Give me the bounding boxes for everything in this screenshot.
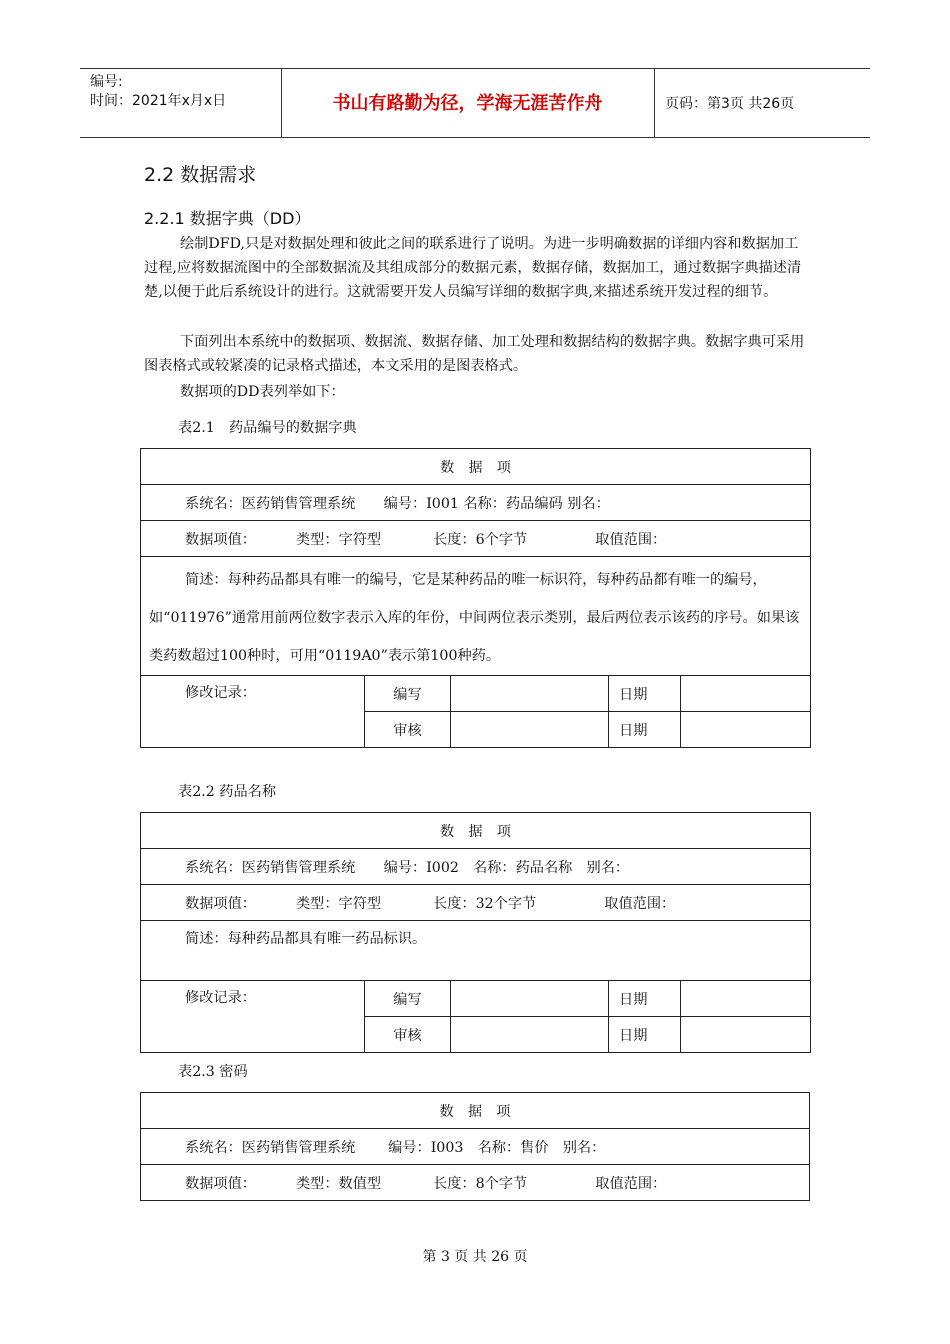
value-label: 数据项值： (185, 531, 256, 548)
write-label: 编写 (365, 981, 451, 1017)
date-label: 日期 (609, 676, 681, 712)
review-label: 审核 (365, 1017, 451, 1053)
data-dictionary-table (140, 1092, 810, 1201)
review-label: 审核 (365, 712, 451, 748)
revision-label: 修改记录： (141, 981, 365, 1053)
date-value (681, 712, 811, 748)
value-type: 类型：字符型 (295, 531, 382, 548)
review-value (451, 712, 609, 748)
paragraph: 下面列出本系统中的数据项、数据流、数据存储、加工处理和数据结构的数据字典。数据字典可采用图表格式或较紧凑的记录格式描述，本文采用的是图表格式。 (144, 334, 805, 374)
paragraph: 数据项的DD表列举如下： (180, 384, 345, 400)
value-row (141, 521, 811, 557)
date-value (681, 981, 811, 1017)
value-range: 取值范围： (604, 895, 676, 912)
page-footer: 第 3 页 共 26 页 (422, 1249, 528, 1265)
data-dictionary-table (140, 448, 811, 748)
header-divider (654, 69, 655, 137)
date-label: 日期 (609, 1017, 681, 1053)
value-range: 取值范围： (595, 531, 667, 548)
value-length: 长度：8个字节 (433, 1175, 528, 1192)
paragraph: 绘制DFD,只是对数据处理和彼此之间的联系进行了说明。为进一步明确数据的详细内容和数据加工过程,应将数据流图中的全部数据流及其组成部分的数据元素，数据存储，数据加工，通过数据字典描述清楚,以便于此后系统设计的进行。这就需要开发人员编写详细的数据字典,来描述系统开发过程的细节。 (144, 236, 802, 300)
value-label: 数据项值： (185, 1175, 256, 1192)
system-row: 系统名：医药销售管理系统 编号：I001 名称：药品编码 别名： (141, 485, 811, 521)
date-value (681, 1017, 811, 1053)
system-row: 系统名：医药销售管理系统 编号：I003 名称：售价 别名： (141, 1129, 810, 1165)
header-motto: 书山有路勤为径，学海无涯苦作舟 (332, 93, 603, 114)
description-cell: 简述：每种药品都具有唯一药品标识。 (141, 921, 811, 981)
value-type: 类型：数值型 (295, 1175, 382, 1192)
table-title: 数 据 项 (141, 813, 811, 849)
value-row (141, 885, 811, 921)
table-title: 数 据 项 (141, 449, 811, 485)
number-label: 编号: (90, 74, 123, 90)
value-type: 类型：字符型 (295, 895, 382, 912)
subsection-title: 2.2.1 数据字典（DD） (144, 209, 311, 228)
data-dictionary-table (140, 812, 811, 1053)
section-title: 2.2 数据需求 (144, 164, 257, 186)
write-value (451, 676, 609, 712)
system-row: 系统名：医药销售管理系统 编号：I002 名称：药品名称 别名： (141, 849, 811, 885)
revision-label: 修改记录： (141, 676, 365, 748)
header-meta (90, 73, 226, 111)
date-value (681, 676, 811, 712)
value-length: 长度：6个字节 (433, 531, 528, 548)
date-label: 日期 (609, 712, 681, 748)
table-caption: 表2.1 药品编号的数据字典 (178, 420, 357, 436)
value-row (141, 1165, 810, 1201)
value-label: 数据项值： (185, 895, 256, 912)
page-header (80, 68, 870, 138)
table-title: 数 据 项 (141, 1093, 810, 1129)
time-label: 时间：2021年x月x日 (90, 93, 227, 109)
table-caption: 表2.3 密码 (178, 1064, 248, 1080)
write-label: 编写 (365, 676, 451, 712)
review-value (451, 1017, 609, 1053)
page-info: 页码：第3页 共26页 (665, 96, 795, 112)
value-length: 长度：32个字节 (433, 895, 537, 912)
write-value (451, 981, 609, 1017)
date-label: 日期 (609, 981, 681, 1017)
table-caption: 表2.2 药品名称 (178, 784, 277, 800)
description-cell: 简述：每种药品都具有唯一的编号，它是某种药品的唯一标识符，每种药品都有唯一的编号，如“011976”通常用前两位数字表示入库的年份，中间两位表示类别，最后两位表示该药的序号。如果该类药数超过100种时，可用“0119A0”表示第100种药。 (141, 557, 811, 676)
value-range: 取值范围： (595, 1175, 667, 1192)
